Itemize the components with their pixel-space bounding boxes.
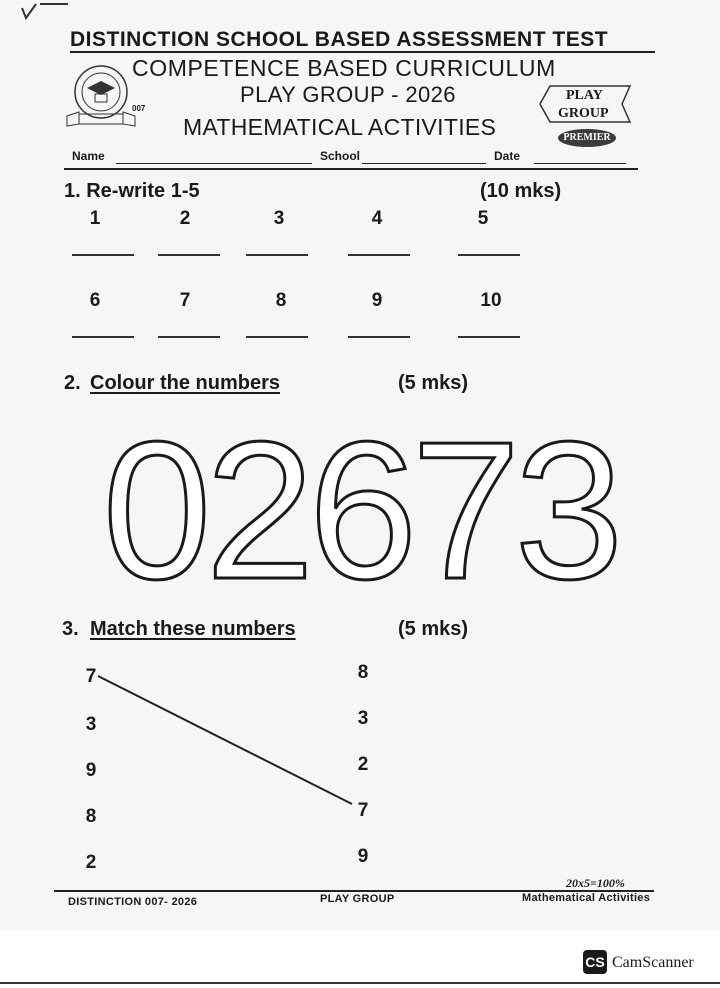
header-bottom-rule [64, 168, 638, 170]
q1-answer-blank[interactable] [158, 336, 220, 338]
footer-center: PLAY GROUP [320, 893, 395, 905]
match-right-number[interactable]: 2 [357, 754, 369, 775]
q1-row2-number: 8 [275, 290, 287, 311]
match-left-number[interactable]: 9 [85, 760, 97, 781]
q1-row1-number: 2 [179, 208, 191, 229]
date-blank [534, 163, 626, 164]
match-left-number[interactable]: 7 [85, 666, 97, 687]
header-curriculum: COMPETENCE BASED CURRICULUM [132, 55, 556, 81]
match-left-number[interactable]: 2 [85, 852, 97, 873]
badge-line-1: PLAY [566, 88, 603, 103]
q3-marks: (5 mks) [398, 618, 469, 640]
q1-row1-number: 5 [477, 208, 489, 229]
bottom-border [0, 982, 720, 984]
q1-answer-blank[interactable] [72, 254, 134, 256]
match-line-example [90, 670, 360, 810]
marks-calculation: 20x5=100% [566, 876, 625, 890]
logo-number: 007 [132, 104, 146, 113]
q2-title: Colour the numbers [90, 372, 281, 394]
camscanner-label: CamScanner [612, 954, 694, 971]
q1-row1-number: 1 [89, 208, 101, 229]
q1-answer-blank[interactable] [458, 336, 520, 338]
q1-row1-number: 4 [371, 208, 383, 229]
name-label: Name [72, 149, 105, 163]
match-left-number[interactable]: 3 [85, 714, 97, 735]
q3-title: Match these numbers [90, 618, 296, 640]
tick-mark-icon [20, 0, 70, 30]
q1-answer-blank[interactable] [458, 254, 520, 256]
q3-number: 3. [62, 618, 79, 640]
premier-badge: PREMIER [558, 129, 616, 147]
footer-left: DISTINCTION 007- 2026 [68, 896, 198, 908]
q1-row2-number: 9 [371, 290, 383, 311]
q2-number: 2. [64, 372, 81, 394]
q1-row2-number: 7 [179, 290, 191, 311]
header-grade: PLAY GROUP - 2026 [240, 82, 456, 107]
q1-answer-blank[interactable] [348, 254, 410, 256]
school-blank [362, 163, 486, 164]
header-divider [70, 51, 655, 53]
match-right-number[interactable]: 9 [357, 846, 369, 867]
q1-row1-number: 3 [273, 208, 285, 229]
q1-row2-number: 6 [89, 290, 101, 311]
colourable-digits[interactable]: 02673 [102, 418, 618, 590]
footer-right: Mathematical Activities [522, 892, 651, 904]
outline-digits [60, 418, 660, 590]
match-right-number[interactable]: 3 [357, 708, 369, 729]
match-right-number[interactable]: 7 [357, 800, 369, 821]
match-left-number[interactable]: 8 [85, 806, 97, 827]
match-right-number[interactable]: 8 [357, 662, 369, 683]
q2-marks: (5 mks) [398, 372, 469, 394]
q1-row2-number: 10 [480, 290, 502, 311]
q1-answer-blank[interactable] [158, 254, 220, 256]
name-blank [116, 163, 312, 164]
q1-answer-blank[interactable] [246, 336, 308, 338]
date-label: Date [494, 149, 521, 163]
school-label: School [320, 149, 361, 163]
school-logo-icon [63, 58, 146, 138]
q1-answer-blank[interactable] [246, 254, 308, 256]
q1-title: 1. Re-write 1-5 [64, 180, 200, 202]
q1-marks: (10 mks) [480, 180, 562, 202]
q1-answer-blank[interactable] [72, 336, 134, 338]
badge-line-2: GROUP [558, 106, 609, 121]
q1-answer-blank[interactable] [348, 336, 410, 338]
header-title: DISTINCTION SCHOOL BASED ASSESSMENT TEST [70, 28, 609, 51]
header-subject: MATHEMATICAL ACTIVITIES [183, 114, 497, 140]
camscanner-logo-icon: CS [583, 950, 607, 974]
